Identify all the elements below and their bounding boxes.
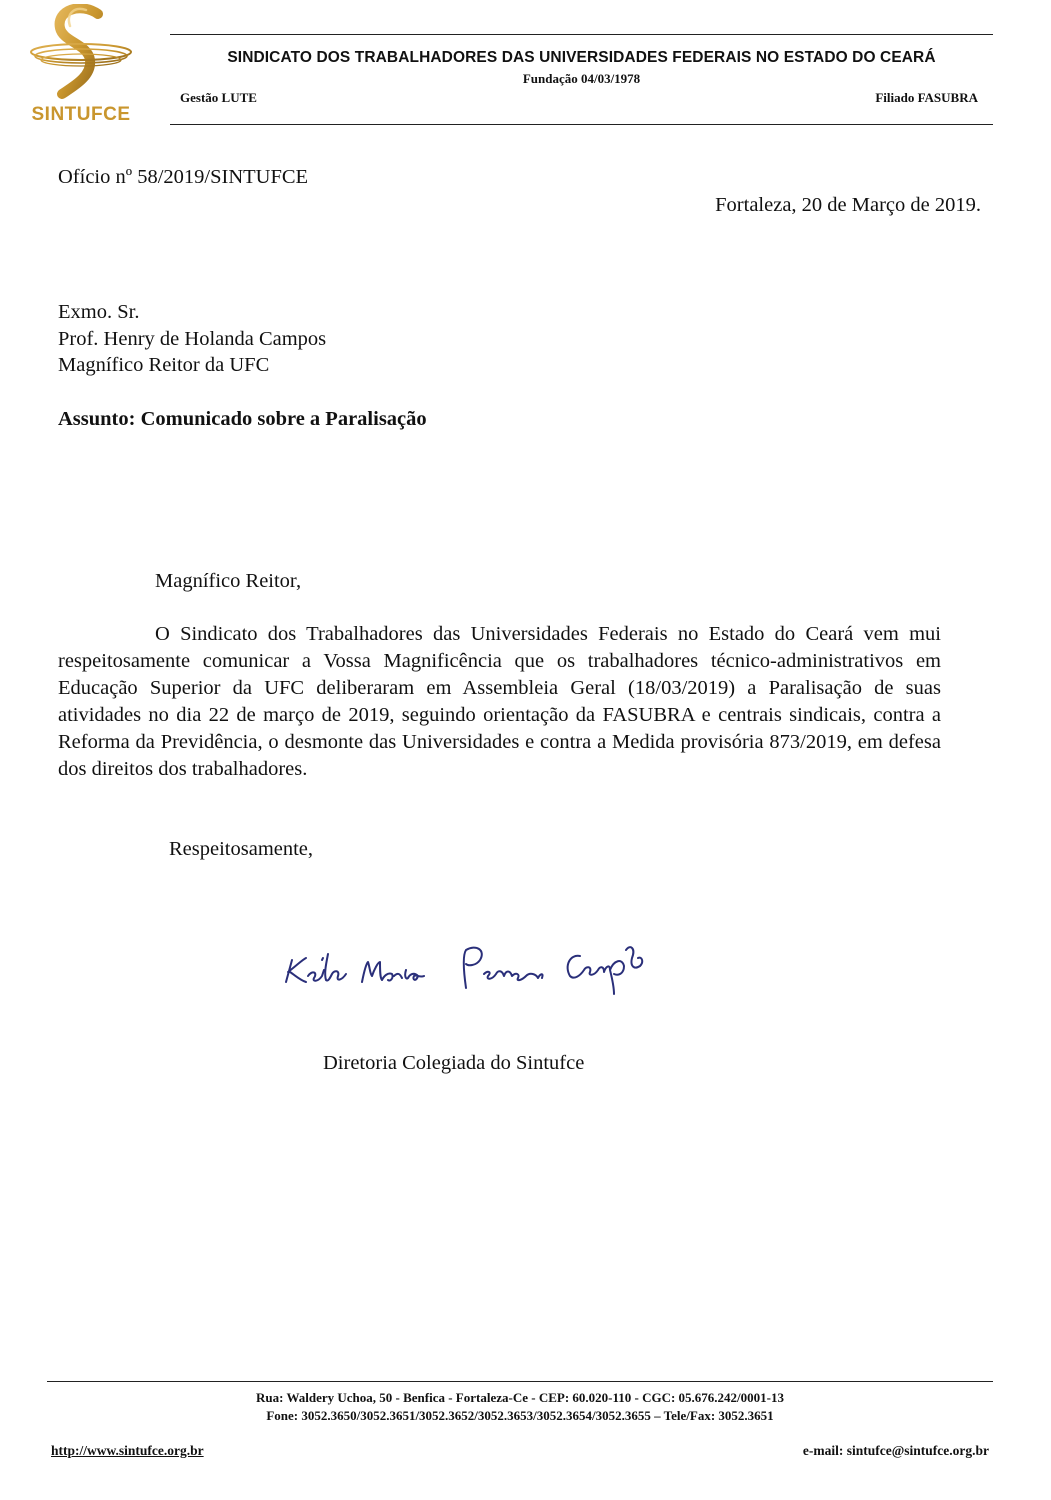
recipient-name: Prof. Henry de Holanda Campos <box>58 327 327 350</box>
recipient-position: Magnífico Reitor da UFC <box>58 354 270 376</box>
sintufce-logo <box>26 4 136 126</box>
letter-subject: Assunto: Comunicado sobre a Paralisação <box>58 408 427 430</box>
recipient-title: Exmo. Sr. <box>58 301 140 323</box>
signature-icon <box>280 930 660 1005</box>
recipient-block <box>58 299 326 379</box>
logo-emblem-icon <box>26 4 136 104</box>
closing: Respeitosamente, <box>169 838 314 860</box>
header-rule-bottom <box>170 124 993 125</box>
letter-reference: Ofício nº 58/2019/SINTUFCE <box>58 166 309 188</box>
foundation-date: Fundação 04/03/1978 <box>522 71 641 86</box>
salutation: Magnífico Reitor, <box>155 570 302 592</box>
filiado-label: Filiado FASUBRA <box>875 90 978 105</box>
website-link[interactable]: http://www.sintufce.org.br <box>51 1443 204 1458</box>
logo-wordmark: SINTUFCE <box>31 104 131 125</box>
signatory-name: Diretoria Colegiada do Sintufce <box>323 1052 585 1074</box>
letter-body: O Sindicato dos Trabalhadores das Universidades Federais no Estado do Ceará vem mui respeitosamente comunicar a Vossa Magnificência que os trabalhadores técnico-administrativos em Educação Superior da UFC deliberaram em Assembleia Geral (18/03/2019) a Paralisação de suas atividades no dia 22 de março de 2019, seguindo orientação da FASUBRA e centrais sindicais, contra a Reforma da Previdência, o desmonte das Universidades e contra a Medida provisória 873/2019, em defesa dos direitos dos trabalhadores. <box>58 623 941 780</box>
footer-address <box>47 1389 993 1425</box>
place-date: Fortaleza, 20 de Março de 2019. <box>715 194 981 216</box>
header-rule-top <box>170 34 993 35</box>
address-line: Rua: Waldery Uchoa, 50 - Benfica - Fortaleza-Ce - CEP: 60.020-110 - CGC: 05.676.242/0001-13 <box>256 1390 784 1405</box>
phone-line: Fone: 3052.3650/3052.3651/3052.3652/3052.3653/3052.3654/3052.3655 – Tele/Fax: 3052.3651 <box>266 1408 774 1423</box>
handwritten-signature <box>280 930 660 1005</box>
footer-rule <box>47 1381 993 1382</box>
organization-name: SINDICATO DOS TRABALHADORES DAS UNIVERSIDADES FEDERAIS NO ESTADO DO CEARÁ <box>227 49 936 66</box>
gestao-label: Gestão LUTE <box>180 90 257 105</box>
email-address: e-mail: sintufce@sintufce.org.br <box>802 1443 989 1458</box>
